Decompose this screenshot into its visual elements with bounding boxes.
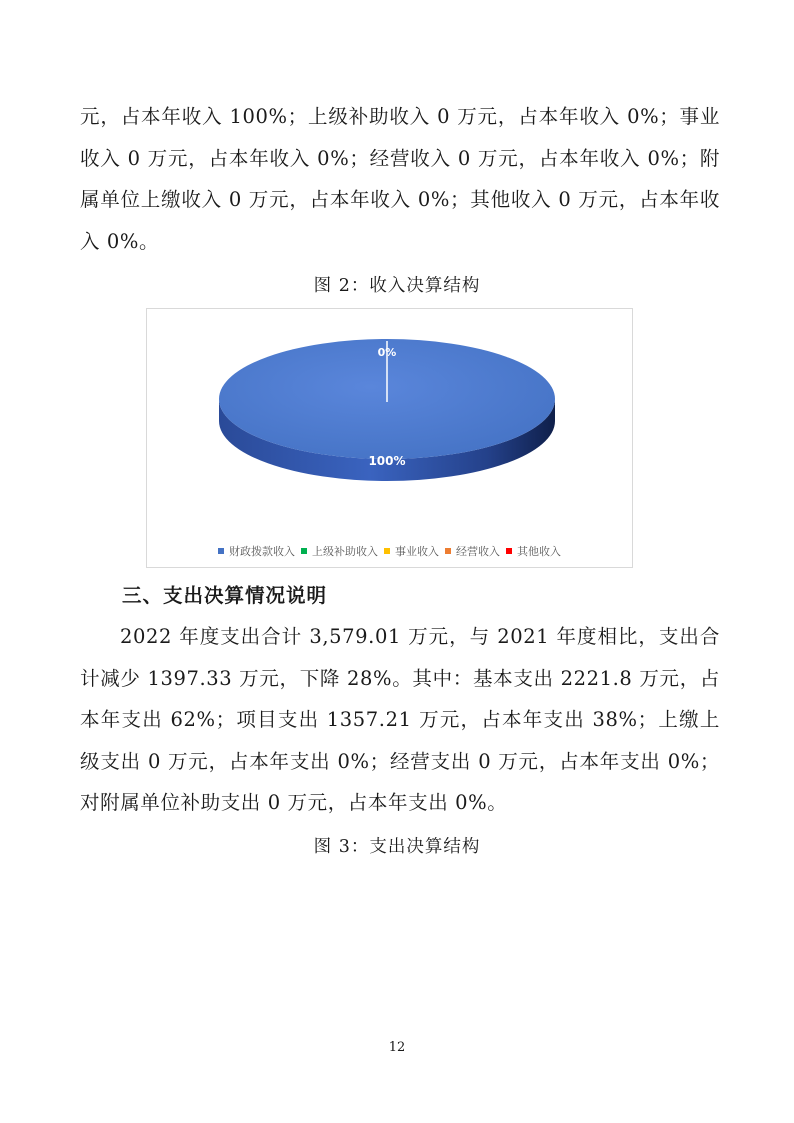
legend-item: [301, 543, 378, 559]
legend-swatch: [301, 548, 307, 554]
legend-item: [506, 543, 561, 559]
legend-swatch: [506, 548, 512, 554]
data-label-100: 100%: [368, 454, 406, 468]
legend-swatch: [384, 548, 390, 554]
legend-item: [384, 543, 439, 559]
figure-2-caption: 图 2：收入决算结构: [313, 276, 481, 296]
pie-svg: [147, 309, 634, 539]
expenditure-paragraph: 2022 年度支出合计 3,579.01 万元，与 2021 年度相比，支出合计减少 1397.33 万元，下降 28%。其中：基本支出 2221.8 万元，占本年支出 62%；项目支出 1357.21 万元，占本年支出 38%；上缴上级支出 0 万元，占本年支出 0%；经营支出 0 万元，占本年支出 0%；对附属单位补助支出 0 万元，占本年支出 0%。: [80, 625, 720, 814]
income-pie-chart: [146, 308, 633, 568]
legend-label: 经营收入: [456, 545, 500, 558]
data-label-0: 0%: [377, 346, 397, 359]
legend-label: 财政拨款收入: [229, 545, 295, 558]
legend-swatch: [445, 548, 451, 554]
legend-label: 上级补助收入: [312, 545, 378, 558]
section-3-heading: 三、支出决算情况说明: [122, 584, 328, 607]
chart-legend: [147, 543, 632, 559]
legend-label: 其他收入: [517, 545, 561, 558]
figure-3-caption: 图 3：支出决算结构: [313, 837, 481, 857]
legend-item: [445, 543, 500, 559]
legend-label: 事业收入: [395, 545, 439, 558]
legend-swatch: [218, 548, 224, 554]
income-paragraph: 元，占本年收入 100%；上级补助收入 0 万元，占本年收入 0%；事业收入 0 万元，占本年收入 0%；经营收入 0 万元，占本年收入 0%；附属单位上缴收入 0 万元，占本年收入 0%；其他收入 0 万元，占本年收入 0%。: [80, 105, 720, 253]
page-number: 12: [388, 1040, 406, 1055]
legend-item: [218, 543, 295, 559]
